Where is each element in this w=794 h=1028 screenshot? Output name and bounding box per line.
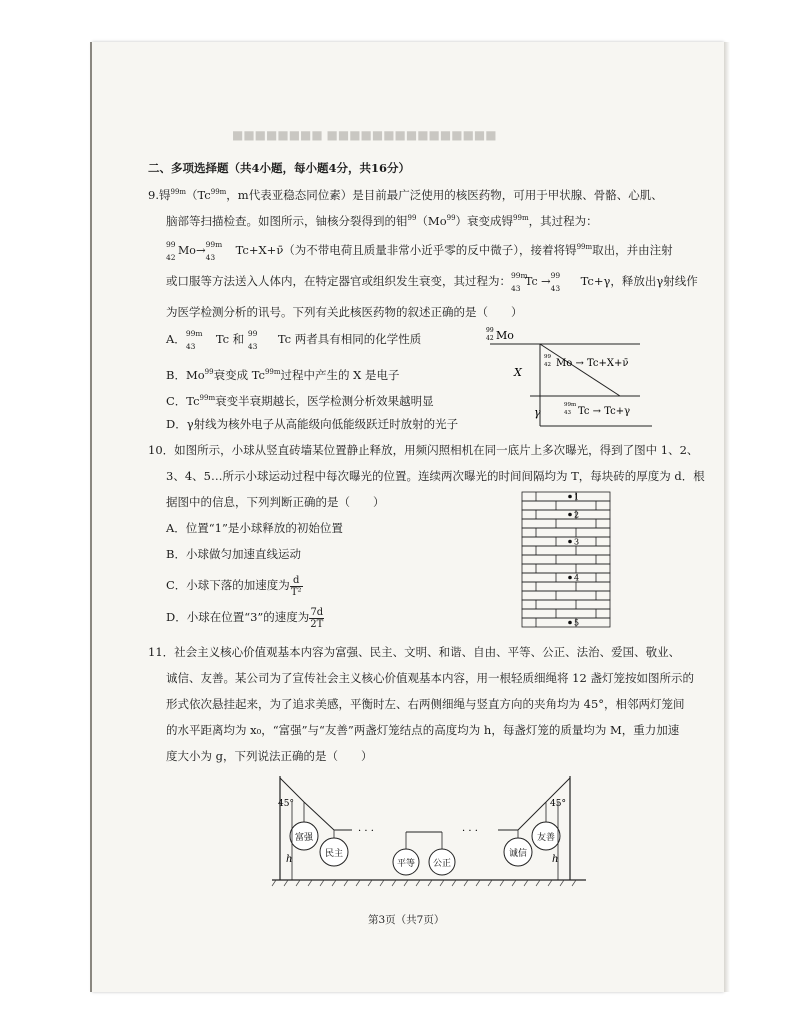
q10-option-a[interactable]: A．位置“1”是小球释放的初始位置 xyxy=(166,521,343,535)
ball-position-label: 5 xyxy=(574,618,580,628)
ball-position-dot xyxy=(568,495,572,499)
ball-position-label: 3 xyxy=(574,537,580,547)
brick-row xyxy=(522,591,610,600)
lantern-pingdeng: 平等 xyxy=(396,859,416,869)
brick-row xyxy=(522,609,610,618)
q9-option-d[interactable]: D．γ射线为核外电子从高能级向低能级跃迁时放射的光子 xyxy=(166,417,459,431)
brick-row xyxy=(522,528,610,537)
q9-option-c[interactable]: C．$Tc^{99m}$衰变半衰期越长，医学检测分析效果越明显 xyxy=(166,393,434,408)
diagram-equation-top: Mo → Tc+X+ν̄ xyxy=(556,358,629,369)
q10-option-d[interactable]: D．小球在位置“3”的速度为 $\frac{7d}{2T}$ xyxy=(166,606,324,630)
ball-position-dot xyxy=(568,540,572,544)
brick-row xyxy=(522,546,610,555)
q11-line4: 的水平距离均为 x₀，“富强”与“友善”两盏灯笼结点的高度均为 h，每盏灯笼的质量均为 M，重力加速 xyxy=(166,723,680,737)
svg-text:99m: 99m xyxy=(564,402,577,408)
decay-diagram xyxy=(480,322,680,438)
x-label: X xyxy=(514,366,522,379)
q10-line1: 10．如图所示，小球从竖直砖墙某位置静止释放，用频闪照相机在同一底片上多次曝光，得到了图中 1、2、 xyxy=(148,443,699,457)
svg-text:· · ·: · · · xyxy=(358,826,374,837)
q10-option-b[interactable]: B．小球做匀加速直线运动 xyxy=(166,547,301,561)
svg-text:· · ·: · · · xyxy=(462,826,478,837)
section-title: 二、多项选择题（共4小题，每小题4分，共16分） xyxy=(148,161,411,175)
brick-row xyxy=(522,555,610,564)
q9-line5: 为医学检测分析的讯号。下列有关此核医药物的叙述正确的是（ ） xyxy=(166,305,523,319)
brick-row xyxy=(522,582,610,591)
q11-line2: 诚信、友善。某公司为了宣传社会主义核心价值观基本内容，用一根轻质细绳将 12 盏灯笼按如图所示的 xyxy=(166,671,694,685)
page-edge xyxy=(724,42,730,992)
lantern-diagram xyxy=(266,770,592,896)
q9-option-b[interactable]: B．Mo$^{99}$衰变成 $Tc^{99m}$过程中产生的 X 是电子 xyxy=(166,367,400,382)
svg-text:42: 42 xyxy=(544,362,551,368)
svg-text:42: 42 xyxy=(486,335,494,342)
brick-row xyxy=(522,564,610,573)
ball-position-label: 4 xyxy=(574,573,580,583)
brick-row xyxy=(522,600,610,609)
gamma-label: γ xyxy=(534,406,541,419)
ball-position-label: 1 xyxy=(574,492,580,502)
q10-option-c[interactable]: C．小球下落的加速度为 $\frac{d}{\text{T²}}$ xyxy=(166,574,302,598)
brick-row xyxy=(522,510,610,519)
q11-line1: 11．社会主义核心价值观基本内容为富强、民主、文明、和谐、自由、平等、公正、法治、爱国、敬业、 xyxy=(148,645,681,659)
page-footer: 第3页（共7页） xyxy=(368,914,445,926)
lantern-gongzheng: 公正 xyxy=(432,859,452,869)
q10-line2: 3、4、5…所示小球运动过程中每次曝光的位置。连续两次曝光的时间间隔均为 T，每块砖的厚度为 d．根 xyxy=(166,469,705,483)
q11-line3: 形式依次悬挂起来，为了追求美感，平衡时左、右两侧细绳与竖直方向的夹角均为 45°，相邻两灯笼间 xyxy=(166,697,685,711)
brick-row xyxy=(522,537,610,546)
brick-row xyxy=(522,618,610,627)
left-angle-label: 45° xyxy=(278,799,294,809)
ball-position-label: 2 xyxy=(574,510,580,520)
brick-row xyxy=(522,492,610,501)
brick-row xyxy=(522,501,610,510)
svg-text:43: 43 xyxy=(564,410,571,416)
lantern-youshan: 友善 xyxy=(536,833,556,843)
q10-line3: 据图中的信息，下列判断正确的是（ ） xyxy=(166,495,385,509)
q9-equation1: 99 42 Mo → 99m 43 Tc+X+ν̄（为不带电荷且质量非常小近乎零的反中微子），接着将锝$^{99m}$取出，并由注射 xyxy=(166,239,673,262)
lantern-fuqiang: 富强 xyxy=(294,833,314,843)
right-h-label: h xyxy=(552,854,559,865)
brick-wall-diagram xyxy=(520,490,616,636)
diagram-equation-bottom: Tc → Tc+γ xyxy=(578,406,631,417)
q9-line2: 脑部等扫描检查。如图所示，铀核分裂得到的钼$^{99}$（Mo$^{99}$）衰变成锝$^{99m}$，其过程为： xyxy=(166,213,598,228)
mo-label: Mo xyxy=(496,329,514,342)
brick-row xyxy=(522,573,610,582)
ball-position-dot xyxy=(568,621,572,625)
lantern-minzhu: 民主 xyxy=(324,849,344,859)
ball-position-dot xyxy=(568,513,572,517)
lantern-chengxin: 诚信 xyxy=(508,849,528,859)
brick-row xyxy=(522,519,610,528)
q9-line1: 9.锝$^{99m}(Tc^{99m}$，m代表亚稳态同位素）是目前最广泛使用的核医药物，可用于甲状腺、骨骼、心肌、 xyxy=(148,187,663,202)
svg-text:99: 99 xyxy=(544,354,551,360)
q9-option-a[interactable]: A． 99m 43 Tc 和 99 43 Tc 两者具有相同的化学性质 xyxy=(166,329,422,351)
svg-text:99: 99 xyxy=(486,327,494,334)
q11-line5: 度大小为 g，下列说法正确的是（ ） xyxy=(166,749,373,763)
bleed-through: ■■■■■■■■ ■■■■■■■■■■■■■■■ xyxy=(232,128,497,142)
left-h-label: h xyxy=(286,854,293,865)
q9-line4: 或口服等方法送入人体内，在特定器官或组织发生衰变，其过程为： 99m 43 Tc → 99 43 Tc+γ，释放出γ射线作 xyxy=(166,271,698,293)
ball-position-dot xyxy=(568,576,572,580)
right-angle-label: 45° xyxy=(550,799,566,809)
